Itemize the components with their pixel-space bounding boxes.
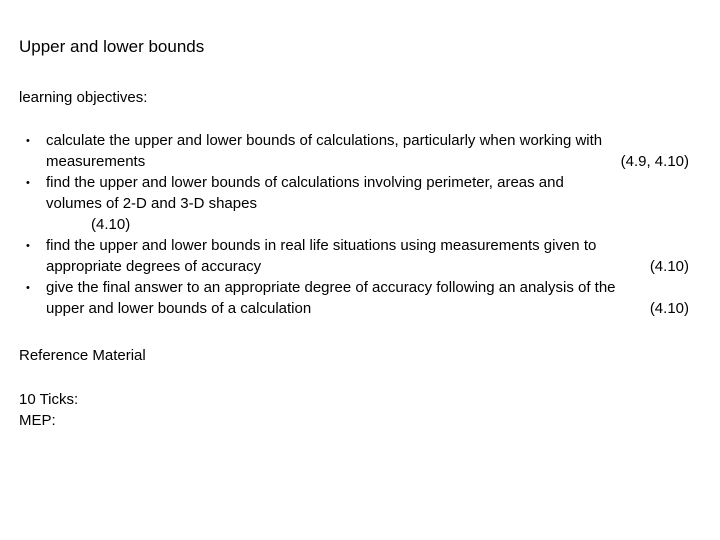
bullet-icon: • (26, 240, 30, 252)
objective-line-continued: volumes of 2-D and 3-D shapes (46, 195, 257, 212)
objective-line: find the upper and lower bounds of calculations involving perimeter, areas and (46, 174, 564, 191)
list-item (0, 236, 720, 278)
objective-line-continued (46, 257, 689, 278)
objective-line-continued (46, 299, 689, 320)
objective-reference: (4.10) (649, 300, 689, 317)
bullet-icon: • (26, 282, 30, 294)
objective-line: find the upper and lower bounds in real life situations using measurements given to (46, 237, 597, 254)
objective-reference: (4.10) (649, 258, 689, 275)
objective-line: calculate the upper and lower bounds of calculations, particularly when working with (46, 132, 603, 149)
objectives-list (0, 131, 720, 320)
reference-material-label: Reference Material (19, 347, 146, 364)
bullet-icon: • (26, 177, 30, 189)
page-title: Upper and lower bounds (19, 37, 205, 56)
objective-line-text: upper and lower bounds of a calculation (46, 300, 312, 317)
list-item (0, 131, 720, 173)
objective-line-text: measurements (46, 153, 146, 170)
objective-reference: (4.9, 4.10) (620, 153, 689, 170)
list-item (0, 173, 720, 236)
learning-objectives-label: learning objectives: (19, 89, 148, 106)
reference-item: MEP: (19, 412, 56, 429)
list-item (0, 278, 720, 320)
objective-line: give the final answer to an appropriate degree of accuracy following an analysis of the (46, 279, 616, 296)
objective-line-continued (46, 152, 689, 173)
objective-line-text: appropriate degrees of accuracy (46, 258, 262, 275)
objective-line-continued (46, 215, 689, 236)
bullet-icon: • (26, 135, 30, 147)
reference-item: 10 Ticks: (19, 391, 79, 408)
objective-reference: (4.10) (91, 216, 131, 233)
